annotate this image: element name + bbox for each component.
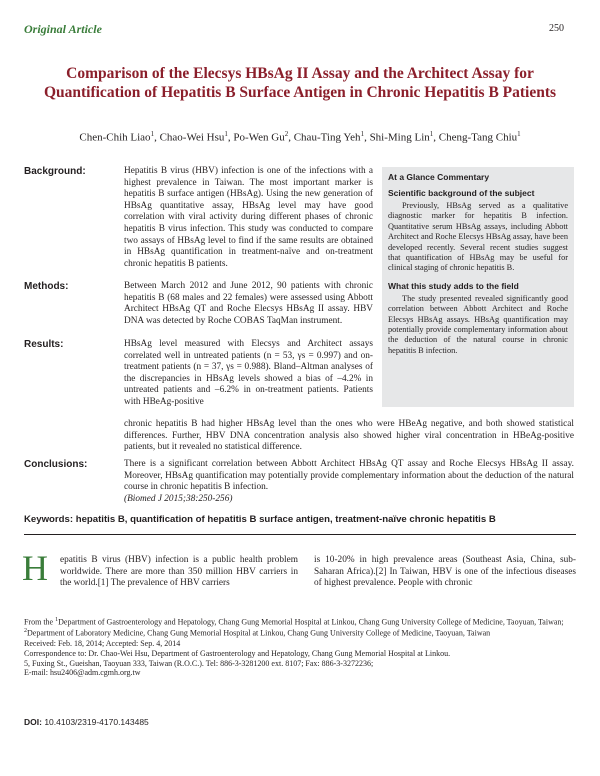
intro-text-right: is 10-20% in high prevalence areas (Southeast Asia, China, sub-Saharan Africa).[2] In Taiwan, HBV is one of the infectious diseases of highest prevalence. People with chronic: [314, 555, 576, 589]
citation: (Biomed J 2015;38:250-256): [124, 494, 233, 504]
section-label: Original Article: [24, 22, 102, 36]
results-label: Results:: [24, 339, 64, 350]
background-text: Hepatitis B virus (HBV) infection is one of the infections with a highest prevalence in Taiwan. The most important marker is hepatitis B surface antigen (HBsAg). Using the new generation of HBsAg quantitative assay, HBsAg level may have good correlation with viral activity during different phases of chronic hepatitis B virus infection. This study was conducted to compare two assays of HBsAg level to find if the same results are obtained in HBsAg quantification in treatment-naïve and on-treatment chronic hepatitis B patients.: [124, 166, 373, 269]
author-name: Cheng-Tang Chiu: [438, 131, 518, 144]
email-note: E-mail: hsu2406@adm.cgmh.org.tw: [24, 668, 141, 678]
author-affiliation: 1: [224, 130, 228, 138]
author-name: Chen-Chih Liao: [79, 131, 151, 144]
author-name: Chau-Ting Yeh: [293, 131, 361, 144]
author-affiliation: 1: [429, 130, 434, 138]
author-line: Chen-Chih Liao$^1$, Chao-Wei Hsu$^1$, Po-Wen Gu$^2$, Chau-Ting Yeh$^1$, Shi-Ming Lin$^1$, Cheng-Tang Chiu$^1$: [79, 130, 521, 144]
doi-line: [24, 717, 149, 727]
glance-box-text: Previously, HBsAg served as a qualitative diagnostic marker for hepatitis B infection. Quantitative serum HBsAg assays, including Abbott Architect and Roche Elecsys HBsAg assay, have been developed recently. Several recent studies suggest that quantification of HBsAg may be useful for clinical staging of chronic hepatitis B.: [388, 201, 568, 273]
glance-box-heading: Scientific background of the subject: [388, 188, 535, 198]
page-number: 250: [549, 23, 564, 34]
glance-box-text: The study presented revealed significantly good correlation between Abbott Architect and Roche Elecsys HBsAg assays. HBsAg quantification may potentially provide complementary information about the deduction of the natural course in chronic hepatitis B infection.: [388, 293, 568, 355]
author-name: Shi-Ming Lin: [369, 131, 430, 144]
results-text: HBsAg level measured with Elecsys and Architect assays correlated well in untreated patients (n = 53, γs = 0.997) and on-treatment patients (n = 37, γs = 0.988). Bland–Altman analyses of the discrepancies in HBsAg levels showed a bias of –4.2% in untreated patients and –6.2% in on-treatment patients. Patients with HBeAg-positive: [124, 339, 373, 407]
divider: [24, 534, 576, 535]
keywords-line: Keywords: hepatitis B, quantification of hepatitis B surface antigen, treatment-naïve chronic hepatitis B: [24, 514, 496, 525]
doi-value: 10.4103/2319-4170.143485: [44, 717, 149, 727]
conclusions-label: Conclusions:: [24, 459, 88, 470]
dropcap-letter: H: [22, 548, 48, 588]
author-affiliation: 1: [150, 130, 155, 138]
author-affiliation: 1: [360, 130, 365, 138]
footnotes: [24, 616, 576, 678]
address-note: 5, Fuxing St., Gueishan, Taoyuan 333, Taiwan (R.O.C.). Tel: 886-3-3281200 ext. 8107; Fax: 886-3-3272236;: [24, 658, 374, 668]
article-title: Comparison of the Elecsys HBsAg II Assay and the Architect Assay for Quantification of Hepatitis B Surface Antigen in Chronic Hepatitis B Patients: [43, 65, 557, 101]
conclusions-text: There is a significant correlation between Abbott Architect HBsAg QT assay and Roche Elecsys HBsAg II assay. Moreover, HBsAg quantification may potentially provide complementary information about the deduction of the natural course in chronic hepatitis B infection.: [124, 459, 574, 493]
affiliation-prefix: From the: [24, 617, 56, 627]
affiliation-text: Department of Laboratory Medicine, Chang Gung Memorial Hospital at Linkou, Chang Gung University College of Medicine, Taoyuan, Taiwan: [27, 629, 491, 639]
methods-label: Methods:: [24, 281, 69, 292]
background-label: Background:: [24, 166, 86, 177]
received-note: Received: Feb. 18, 2014; Accepted: Sep. 4, 2014: [24, 638, 181, 648]
affiliation-text: Department of Gastroenterology and Hepatology, Chang Gung Memorial Hospital at Linkou, Chang Gung University College of Medicine, Taoyuan, Taiwan;: [58, 617, 564, 627]
glance-box-heading: What this study adds to the field: [388, 280, 519, 291]
affiliation-marker: 2: [24, 628, 27, 635]
intro-text-left: epatitis B virus (HBV) infection is a public health problem worldwide. There are more than 350 million HBV carriers in the world.[1] The prevalence of HBV carriers: [60, 555, 298, 589]
glance-box-title: At a Glance Commentary: [388, 172, 490, 182]
author-name: Chao-Wei Hsu: [159, 131, 225, 144]
doi-label: DOI:: [24, 717, 42, 727]
affiliation-note: [24, 616, 576, 639]
results-text-continued: chronic hepatitis B had higher HBsAg level than the ones who were HBeAg negative, and both showed statistical differences. Further, HBV DNA concentration analysis also showed higher viral concentration in HBeAg-positive patients, but it revealed no statistical difference.: [124, 419, 574, 453]
affiliation-marker: 1: [55, 617, 59, 623]
glance-commentary-box: [382, 167, 574, 407]
author-affiliation: 2: [284, 130, 289, 138]
author-name: Po-Wen Gu: [233, 131, 285, 144]
author-affiliation: 1: [517, 130, 521, 138]
methods-text: Between March 2012 and June 2012, 90 patients with chronic hepatitis B (68 males and 22 females) were assessed using Abbott Architect HBsAg QT and Roche Elecsys HBsAg II assay. HBV DNA was detected by Roche COBAS TaqMan instrument.: [124, 281, 373, 326]
correspondence-note: Correspondence to: Dr. Chao-Wei Hsu, Department of Gastroenterology and Hepatology, Chang Gung Memorial Hospital at Linkou.: [24, 648, 451, 658]
